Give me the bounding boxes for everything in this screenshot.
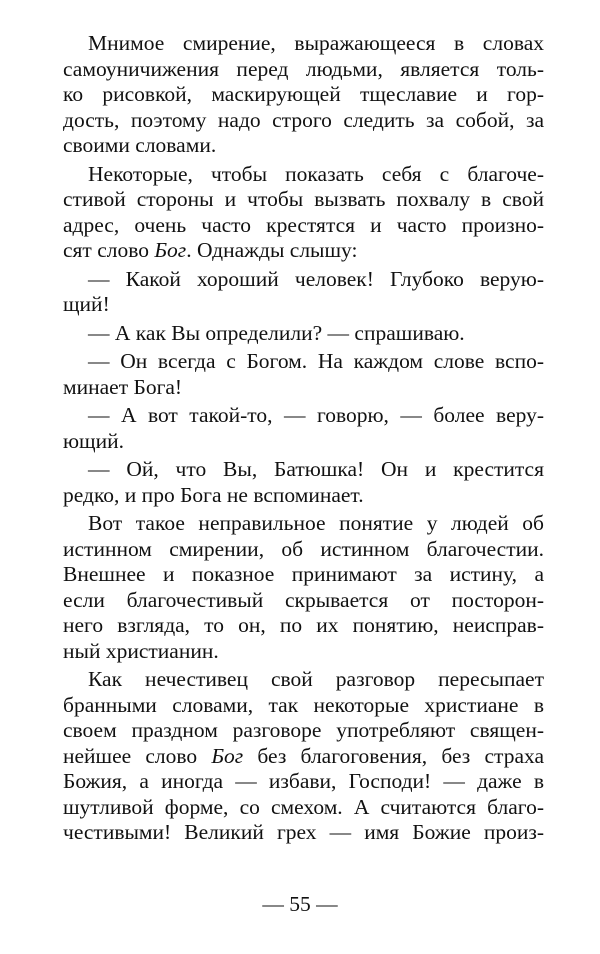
page-number: — 55 —	[262, 892, 338, 916]
text-line: если благочестивый скрывается от посторон-	[63, 587, 544, 612]
text-line: щий!	[63, 292, 110, 316]
text-line: стивой стороны и чтобы вызвать похвалу в свой	[63, 187, 544, 211]
text-line: ко рисовкой, маскирующей тщеславие и гор-	[63, 82, 544, 106]
text-line: Некоторые, чтобы показать себя с благоче-	[88, 161, 544, 186]
text-line: бранными словами, так некоторые христиане в	[63, 692, 544, 717]
text-line: него взгляда, то он, по их понятию, неисправ-	[63, 613, 544, 637]
text-line: Внешнее и показное принимают за истину, а	[63, 562, 544, 586]
text-line: — Он всегда с Богом. На каждом слове вспо-	[88, 349, 544, 373]
text-segment: нейшее слово	[63, 743, 212, 768]
text-line: Мнимое смирение, выражающееся в словах	[88, 31, 544, 55]
text-line	[63, 238, 544, 264]
text-line: Божия, а иногда — избави, Господи! — даже в	[63, 769, 544, 793]
text-line: — А как Вы определили? — спрашиваю.	[88, 320, 465, 345]
text-line: адрес, очень часто крестятся и часто произно-	[63, 212, 544, 237]
text-line	[63, 744, 544, 770]
text-line: Как нечестивец свой разговор пересыпает	[88, 667, 544, 691]
text-segment: . Однажды слышу:	[186, 238, 358, 262]
text-segment: без благоговения, без страха	[243, 743, 544, 768]
italic-word: Бог	[211, 743, 244, 768]
text-line: истинном смирении, об истинном благочестии.	[63, 536, 544, 561]
text-line: дость, поэтому надо строго следить за собой, за	[63, 107, 544, 132]
text-segment: сят слово	[63, 238, 155, 262]
text-line: — А вот такой-то, — говорю, — более веру-	[88, 403, 544, 427]
text-line: своими словами.	[63, 133, 217, 157]
text-line: шутливой форме, со смехом. А считаются благо-	[63, 794, 544, 819]
text-line: — Какой хороший человек! Глубоко верую-	[88, 266, 544, 291]
page-body-text	[63, 31, 544, 846]
text-line: — Ой, что Вы, Батюшка! Он и крестится	[88, 457, 544, 481]
text-line: ющий.	[63, 428, 125, 453]
italic-word: Бог	[154, 238, 187, 262]
text-line: самоуничижения перед людьми, является толь-	[63, 56, 544, 81]
text-line: своем праздном разговоре употребляют священ-	[63, 718, 544, 742]
text-line: минает Бога!	[63, 374, 183, 399]
text-line: ный христианин.	[63, 638, 219, 663]
text-line: Вот такое неправильное понятие у людей об	[88, 511, 544, 535]
text-line: честивыми! Великий грех — имя Божие произ-	[63, 820, 544, 844]
text-line: редко, и про Бога не вспоминает.	[63, 482, 364, 507]
